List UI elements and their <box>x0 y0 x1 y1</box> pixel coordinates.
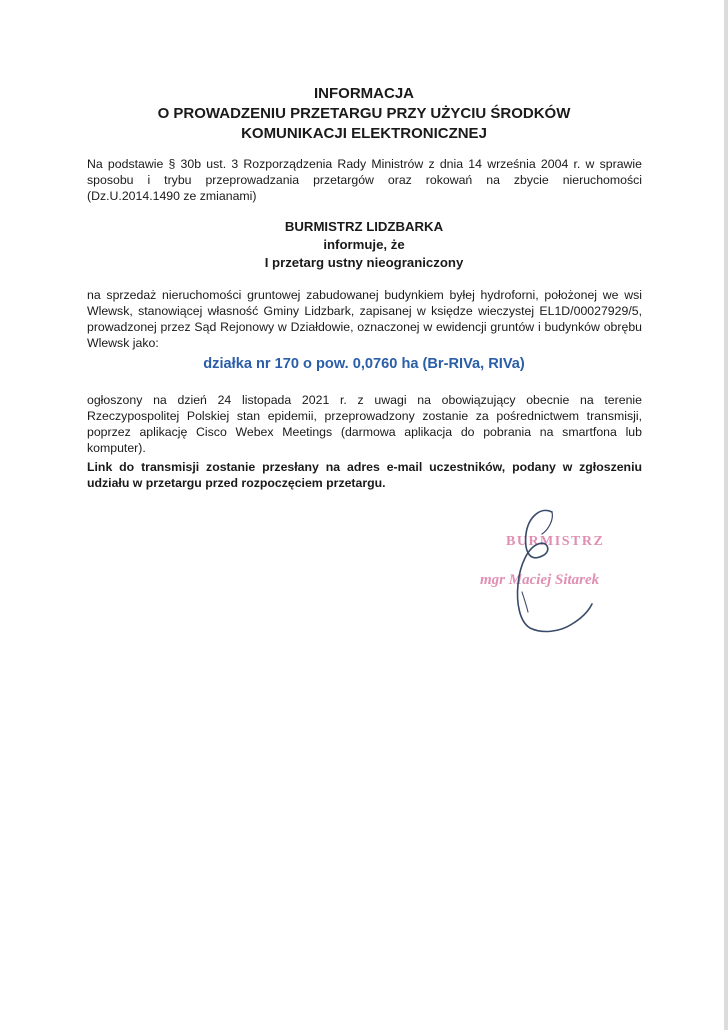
basis-paragraph: Na podstawie § 30b ust. 3 Rozporządzenia Rady Ministrów z dnia 14 września 2004 r. w sprawie sposobu i trybu przeprowadzania przetargów oraz rokowań na zbycie nieruchomości (Dz.U.2014.1490 ze zmianami) <box>87 157 642 203</box>
link-paragraph: Link do transmisji zostanie przesłany na adres e-mail uczestników, podany w zgłoszeniu udziału w przetargu przed rozpoczęciem przetargu. <box>87 460 642 490</box>
title-line-2: O PROWADZENIU PRZETARGU PRZY UŻYCIU ŚRODKÓW <box>157 105 571 122</box>
tender-type: I przetarg ustny nieograniczony <box>264 255 464 270</box>
scan-edge <box>724 0 728 1030</box>
parcel-designation: działka nr 170 o pow. 0,0760 ha (Br-RIVa, RIVa) <box>203 356 525 372</box>
announcement-block <box>120 218 608 272</box>
date-paragraph: ogłoszony na dzień 24 listopada 2021 r. z uwagi na obowiązujący obecnie na terenie Rzeczypospolitej Polskiej stan epidemii, przeprowadzony zostanie za pośrednictwem transmisji, poprzez aplikację Cisco Webex Meetings (darmowa aplikacja do pobrania na smartfona lub komputer). <box>87 393 642 455</box>
stamp-title: BURMISTRZ <box>506 534 605 549</box>
stamp-name: mgr Maciej Sitarek <box>480 572 600 588</box>
informs-line: informuje, że <box>323 237 405 252</box>
mayor-stamp <box>470 500 660 650</box>
handwritten-signature <box>470 500 660 650</box>
document-title <box>120 84 608 144</box>
title-line-1: INFORMACJA <box>314 85 414 102</box>
authority-heading: BURMISTRZ LIDZBARKA <box>284 219 444 234</box>
property-paragraph: na sprzedaż nieruchomości gruntowej zabudowanej budynkiem byłej hydroforni, położonej we wsi Wlewsk, stanowiącej własność Gminy Lidzbark, zapisanej w księdze wieczystej EL1D/00027929/5, prowadzonej przez Sąd Rejonowy w Działdowie, oznaczonej w ewidencji gruntów i budynków obrębu Wlewsk jako: <box>87 288 642 350</box>
title-line-3: KOMUNIKACJI ELEKTRONICZNEJ <box>241 125 487 142</box>
